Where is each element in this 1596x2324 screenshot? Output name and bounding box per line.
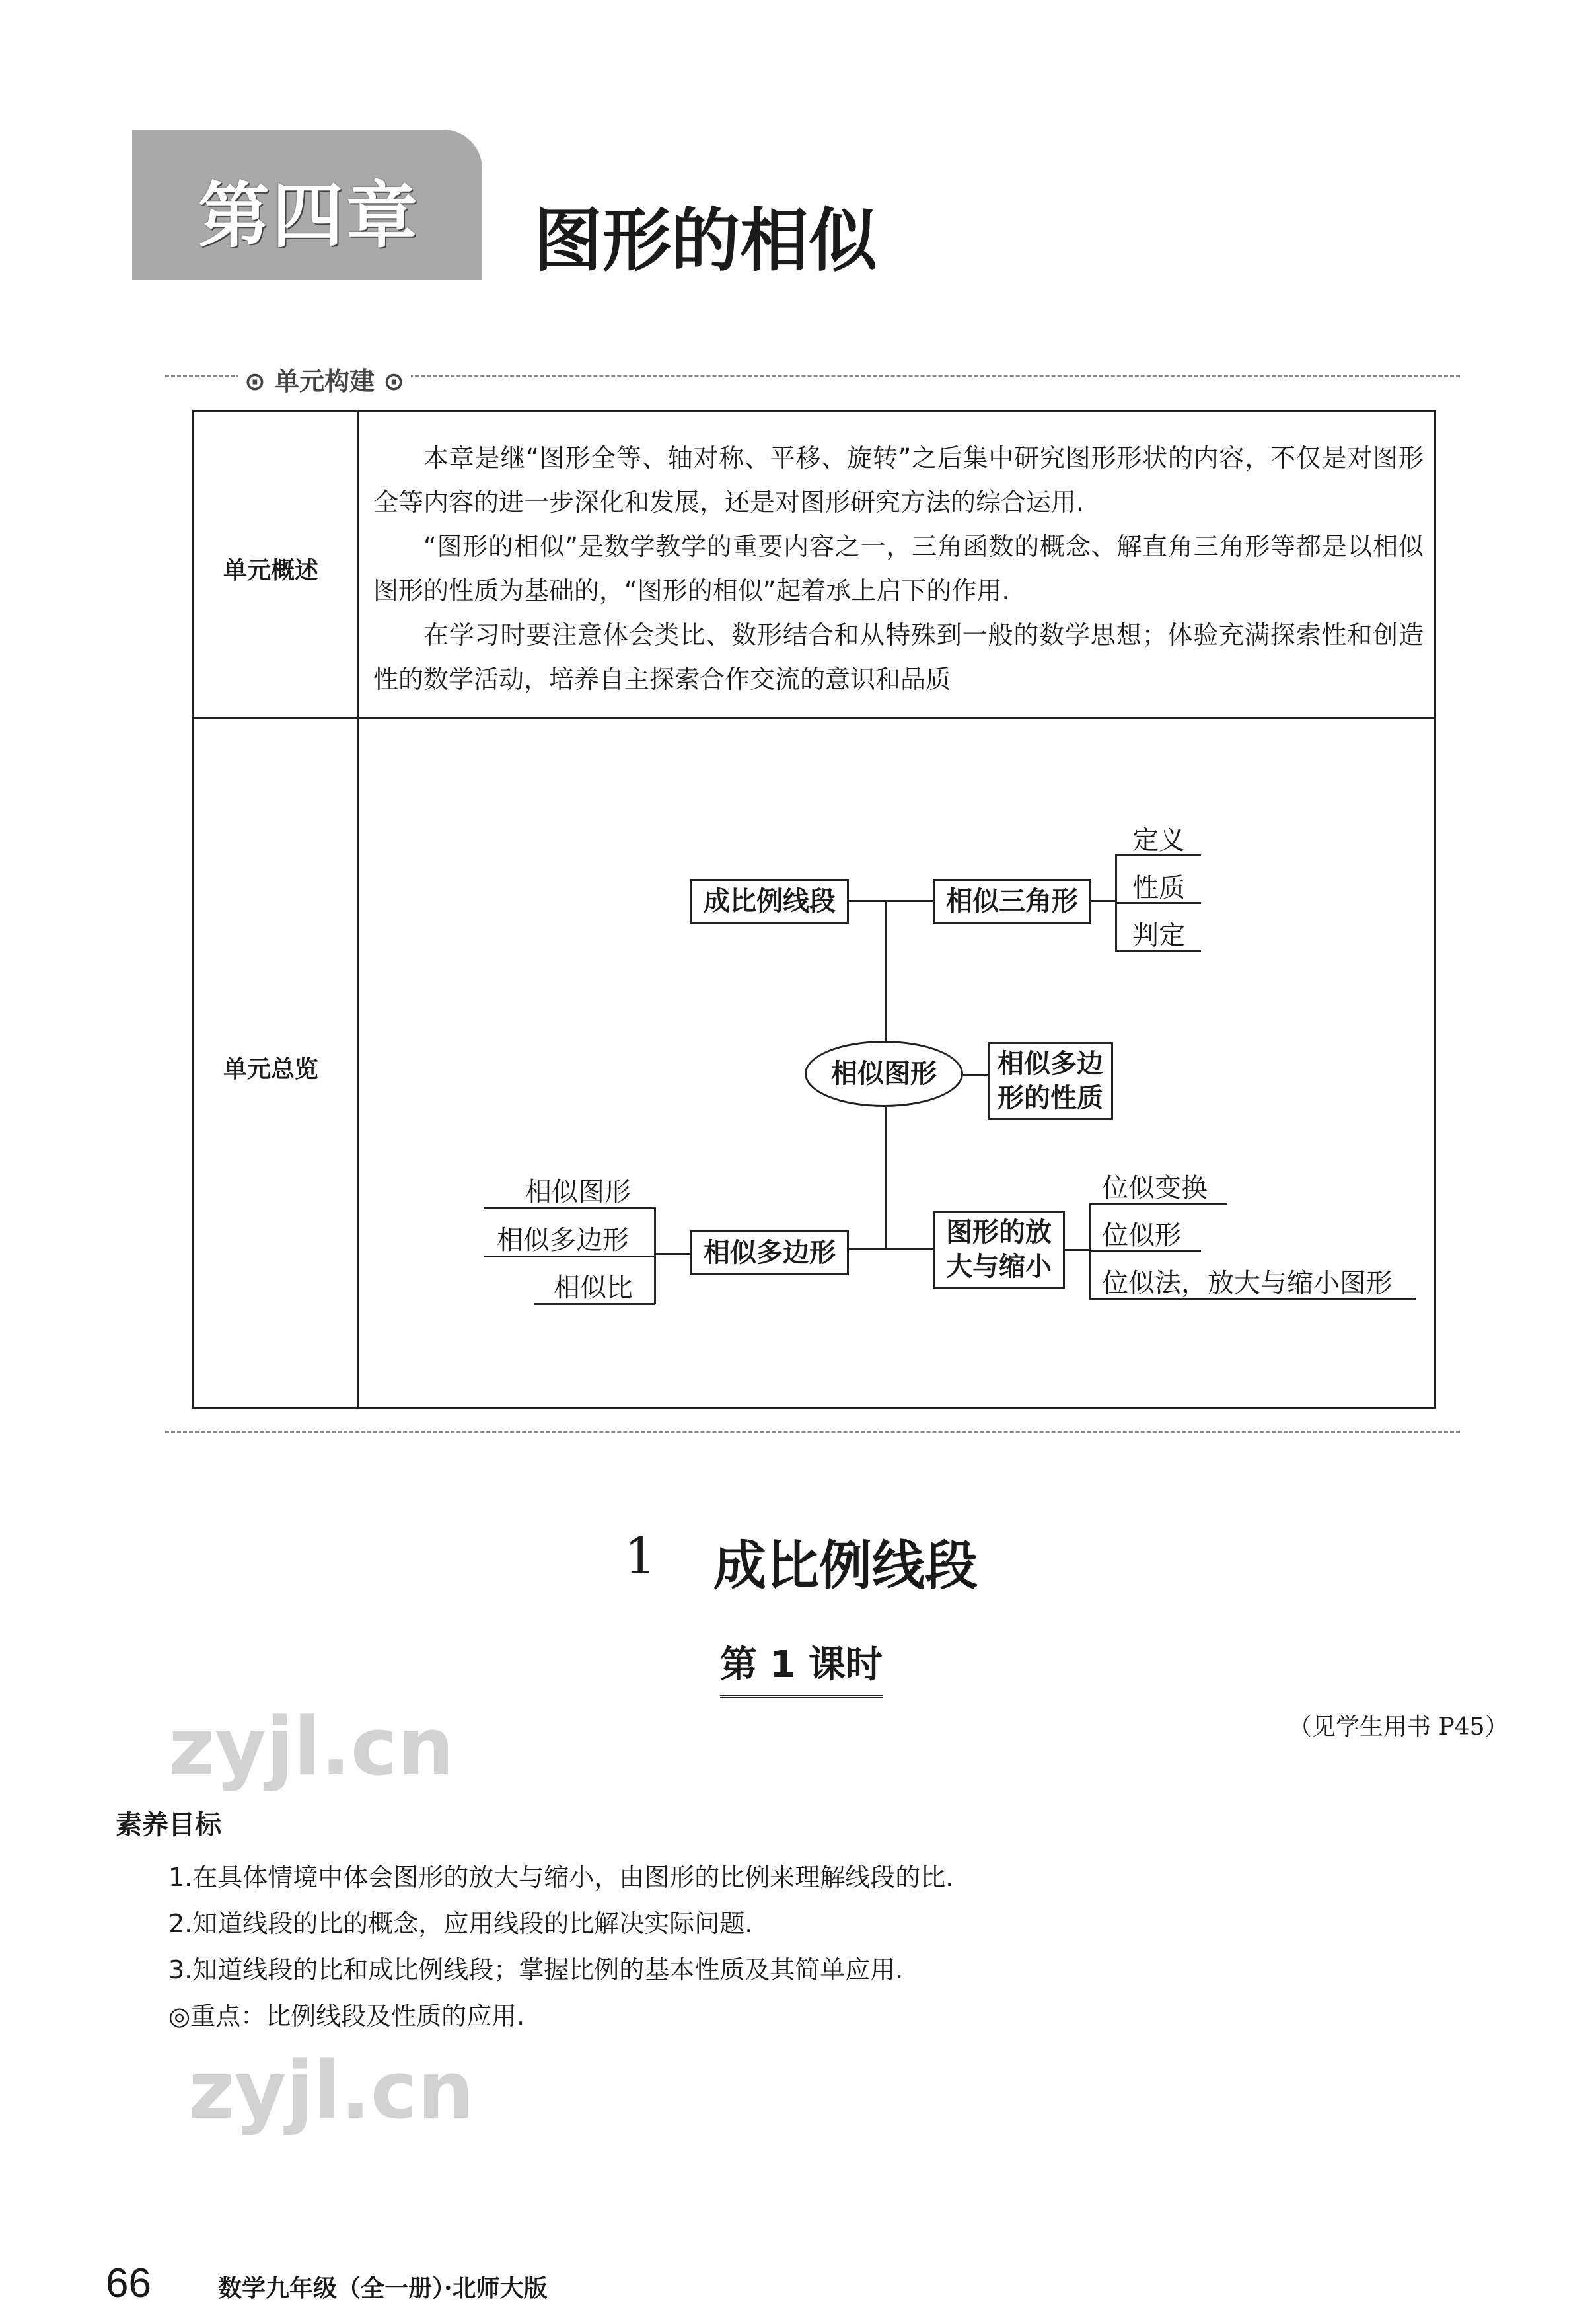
polygon-item: 相似比 <box>554 1273 633 1303</box>
scaling-line1: 图形的放 <box>946 1217 1052 1248</box>
overview-paragraph: “图形的相似”是数学教学的重要内容之一，三角函数的概念、解直角三角形等都是以相似图形的性质为基础的，“图形的相似”起着承上启下的作用. <box>373 532 1424 605</box>
goals-heading: 素养目标 <box>116 1810 221 1840</box>
mindmap-connector <box>1065 1249 1089 1251</box>
polygon-properties-line2: 形的性质 <box>998 1083 1103 1113</box>
scaling-item: 位似变换 <box>1102 1173 1208 1203</box>
polygon-properties-node <box>988 1042 1113 1120</box>
lesson-title: 成比例线段 <box>713 1535 978 1596</box>
mindmap-connector <box>846 900 887 902</box>
mindmap-connector <box>885 1248 933 1250</box>
chapter-number: 第四章 <box>198 175 421 258</box>
triangle-item: 判定 <box>1132 920 1185 951</box>
polygon-item: 相似图形 <box>525 1177 631 1207</box>
mindmap-connector <box>846 1248 887 1250</box>
similar-polygons-node: 相似多边形 <box>690 1230 849 1275</box>
scaling-item: 位似形 <box>1102 1220 1181 1251</box>
triangle-item: 性质 <box>1132 873 1185 903</box>
mindmap-connector <box>1091 900 1115 902</box>
similar-figures-center-node: 相似图形 <box>805 1041 963 1107</box>
similar-triangles-node: 相似三角形 <box>933 879 1091 924</box>
lesson-period: 第 1 课时 <box>720 1635 883 1698</box>
watermark: zyjl.cn <box>188 2045 474 2137</box>
scaling-line2: 大与缩小 <box>946 1252 1052 1282</box>
triangle-item: 定义 <box>1132 825 1185 856</box>
scaling-item: 位似法，放大与缩小图形 <box>1102 1268 1393 1298</box>
overview-label: 单元概述 <box>223 557 319 584</box>
mindmap-connector <box>654 1253 690 1255</box>
table-column-divider <box>357 410 359 1409</box>
scaling-node <box>933 1211 1065 1289</box>
summary-label: 单元总览 <box>223 1056 319 1083</box>
goal-item: 3.知道线段的比和成比例线段；掌握比例的基本性质及其简单应用. <box>168 1955 904 1984</box>
student-book-reference: （见学生用书 P45） <box>1288 1713 1509 1741</box>
chapter-title: 图形的相似 <box>534 200 878 281</box>
proportional-segments-node: 成比例线段 <box>690 879 849 924</box>
lesson-number: 1 <box>624 1526 657 1585</box>
goal-item: 1.在具体情境中体会图形的放大与缩小，由图形的比例来理解线段的比. <box>168 1863 954 1892</box>
overview-paragraph: 本章是继“图形全等、轴对称、平移、旋转”之后集中研究图形形状的内容，不仅是对图形全等内容的进一步深化和发展，还是对图形研究方法的综合运用. <box>373 443 1424 517</box>
overview-paragraph: 在学习时要注意体会类比、数形结合和从特殊到一般的数学思想；体验充满探索性和创造性的数学活动，培养自主探索合作交流的意识和品质 <box>373 620 1424 694</box>
bottom-divider <box>165 1431 1460 1433</box>
goal-item: 2.知道线段的比的概念，应用线段的比解决实际问题. <box>168 1909 753 1938</box>
table-row-divider <box>192 717 1436 719</box>
page-number: 66 <box>106 2261 151 2306</box>
section-label: ⊙ 单元构建 ⊙ <box>238 361 411 397</box>
mindmap-connector <box>885 900 933 902</box>
book-title: 数学九年级（全一册）·北师大版 <box>218 2274 548 2302</box>
watermark: zyjl.cn <box>168 1702 454 1793</box>
polygon-item: 相似多边形 <box>497 1225 629 1256</box>
focus-note: ◎重点：比例线段及性质的应用. <box>168 2002 525 2031</box>
polygon-properties-line1: 相似多边 <box>998 1049 1103 1079</box>
